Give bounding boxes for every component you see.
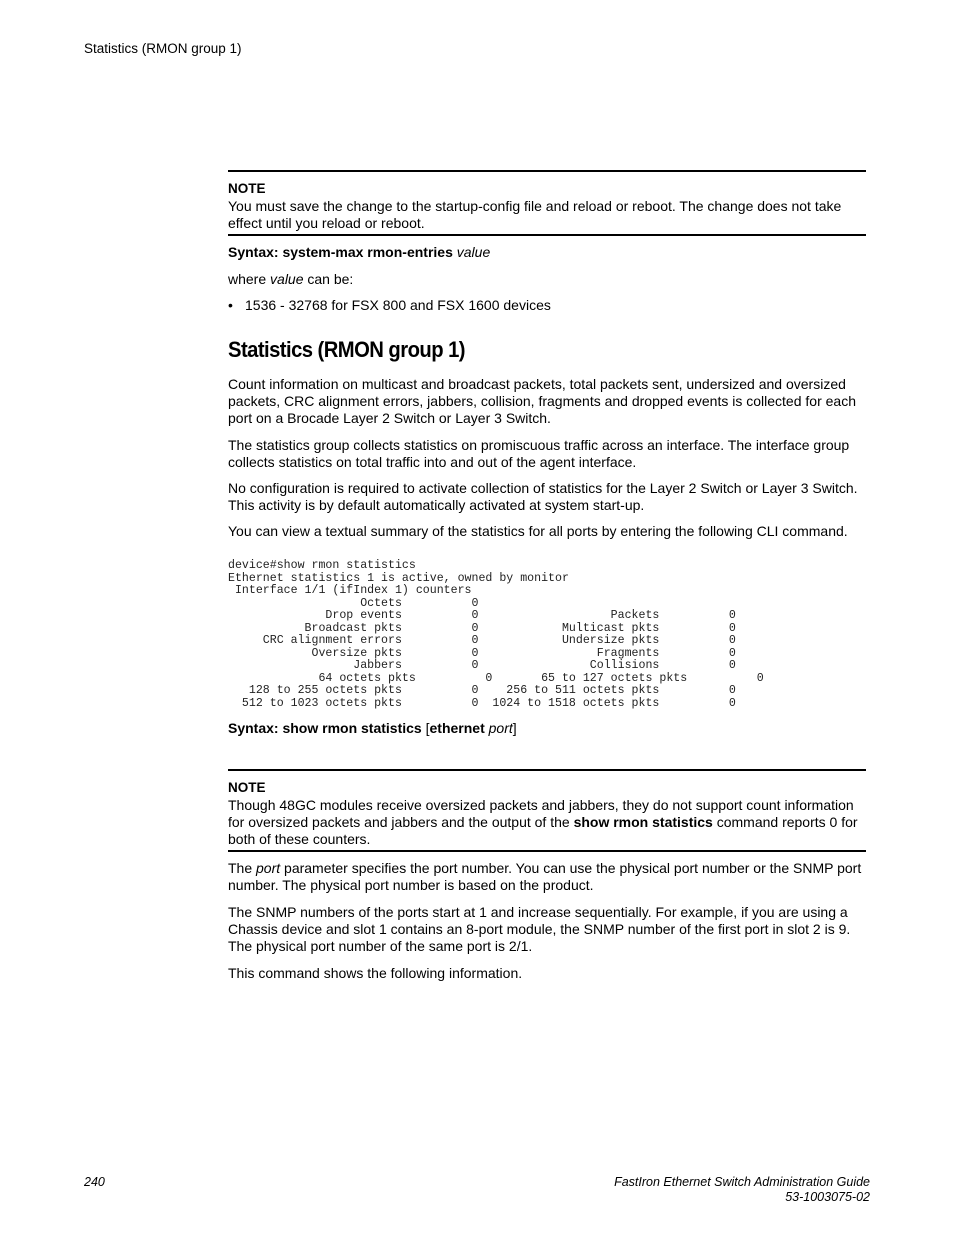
page-content	[228, 170, 866, 982]
bullet-item	[228, 297, 866, 314]
footer-title-block	[614, 1175, 870, 1205]
where-post: can be:	[307, 271, 354, 287]
bullet-dot: •	[228, 297, 233, 313]
note-text: You must save the change to the startup-config file and reload or reboot. The change does not take effect until you reload or reboot.	[228, 198, 842, 231]
syntax-param: port	[488, 720, 513, 736]
syntax-keyword: ethernet	[429, 720, 485, 736]
paragraph: The SNMP numbers of the ports start at 1 and increase sequentially. For example, if you are using a Chassis device and slot 1 contains an 8-port module, the SNMP number of the first port in slot 2 is 9. The physical port number of the same port is 2/1.	[228, 904, 851, 954]
note-text	[228, 797, 866, 848]
note-text-post: command reports 0 for both of these counters.	[228, 814, 858, 847]
note-box-1	[228, 170, 866, 236]
where-line	[228, 271, 866, 288]
paragraph: No configuration is required to activate collection of statistics for the Layer 2 Switch or Layer 3 Switch. This activity is by default automatically activated at system start-up.	[228, 480, 858, 513]
syntax-command: Syntax: system-max rmon-entries	[228, 244, 453, 260]
note-command: show rmon statistics	[573, 814, 713, 830]
syntax-command: Syntax: show rmon statistics	[228, 720, 422, 736]
where-pre: where	[228, 271, 267, 287]
syntax-param: value	[456, 244, 491, 260]
running-header: Statistics (RMON group 1)	[84, 41, 242, 56]
paragraph: The statistics group collects statistics on promiscuous traffic across an interface. The interface group collects statistics on total traffic into and out of the agent interface.	[228, 437, 850, 470]
note-label: NOTE	[228, 181, 266, 196]
port-post: parameter specifies the port number. You can use the physical port number or the SNMP port number. The physical port number is based on the product.	[228, 860, 862, 893]
paragraph: Count information on multicast and broadcast packets, total packets sent, undersized and oversized packets, CRC alignment errors, jabbers, collision, fragments and dropped events is collected for each port on a Brocade Layer 2 Switch or Layer 3 Switch.	[228, 376, 856, 426]
bullet-text: 1536 - 32768 for FSX 800 and FSX 1600 devices	[245, 297, 551, 313]
port-pre: The	[228, 860, 253, 876]
paragraph: This command shows the following information.	[228, 965, 523, 981]
port-param: port	[256, 860, 281, 876]
note-label: NOTE	[228, 780, 266, 795]
syntax-bracket-open: [	[421, 720, 430, 736]
cli-output: device#show rmon statistics Ethernet statistics 1 is active, owned by monitor Interface 1/1 (ifIndex 1) counters Octets 0 Drop events 0 Packets 0 Broadcast pkts 0 Multicast pkts 0 CRC alignment errors 0 Undersize pkts 0 Oversize pkts 0 Fragments 0 Jabbers 0 Collisions 0 64 octets pkts 0 65 to 127 octets pkts 0 128 to 255 octets pkts 0 256 to 511 octets pkts 0 512 to 1023 octets pkts 0 1024 to 1518 octets pkts 0	[228, 559, 764, 710]
syntax-line-1	[228, 244, 866, 261]
page-number: 240	[84, 1175, 105, 1189]
paragraph: You can view a textual summary of the statistics for all ports by entering the following CLI command.	[228, 523, 848, 539]
section-title: Statistics (RMON group 1)	[228, 337, 465, 362]
note-box-2	[228, 769, 866, 852]
port-paragraph	[228, 860, 866, 894]
syntax-line-2	[228, 720, 866, 737]
guide-title: FastIron Ethernet Switch Administration Guide	[614, 1175, 870, 1189]
syntax-bracket-close: ]	[512, 720, 517, 736]
where-param: value	[270, 271, 304, 287]
note-text-pre: Though 48GC modules receive oversized packets and jabbers, they do not support count information for oversized packets and jabbers and the output of the	[228, 797, 854, 830]
doc-number: 53-1003075-02	[785, 1190, 870, 1204]
